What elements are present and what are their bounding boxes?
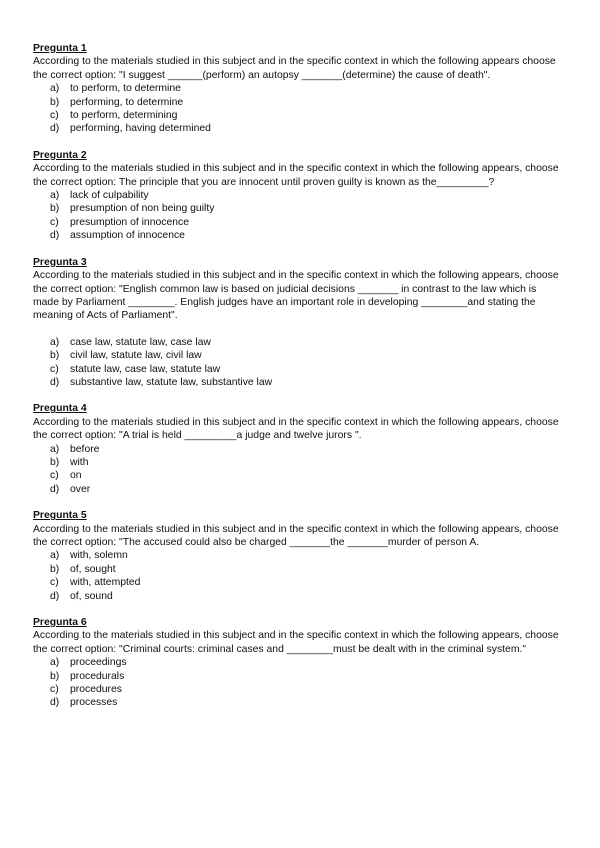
option-letter: d) — [50, 230, 60, 242]
option-letter: b) — [50, 670, 60, 682]
option-d — [33, 696, 563, 709]
question-title: Pregunta 2 — [33, 149, 87, 161]
option-letter: c) — [50, 110, 59, 122]
option-text: with, attempted — [70, 577, 141, 589]
option-text: substantive law, statute law, substantive law — [70, 376, 273, 388]
option-letter: d) — [50, 697, 60, 709]
option-letter: c) — [50, 470, 59, 482]
question-text: According to the materials studied in this subject and in the specific context in which the following appears, choose the correct option: "English common law is based on judicial decisions _______ in contrast to the law which is made by Parliament ________. English judges have an important role in developing ________and stating the meaning of Acts of Parliament". — [33, 270, 559, 322]
option-text: performing, to determine — [70, 96, 184, 108]
option-letter: a) — [50, 550, 60, 562]
option-letter: a) — [50, 336, 60, 348]
option-text: assumption of innocence — [70, 230, 185, 242]
options-list — [33, 82, 563, 136]
question-title: Pregunta 5 — [33, 510, 87, 522]
option-text: performing, having determined — [70, 123, 211, 135]
option-letter: a) — [50, 657, 60, 669]
option-text: with, solemn — [70, 550, 128, 562]
option-text: to perform, determining — [70, 110, 178, 122]
option-text: processes — [70, 697, 118, 709]
question-title: Pregunta 3 — [33, 256, 87, 268]
option-d — [33, 376, 563, 389]
option-letter: c) — [50, 684, 59, 696]
option-text: with — [70, 456, 89, 468]
option-letter: b) — [50, 96, 60, 108]
option-a — [33, 189, 563, 202]
options-list — [33, 443, 563, 497]
option-letter: c) — [50, 577, 59, 589]
question-text: According to the materials studied in this subject and in the specific context in which the following appears, choose the correct option: The principle that you are innocent until proven guilty is known as the_________? — [33, 163, 559, 188]
question-1 — [33, 42, 563, 136]
question-3 — [33, 256, 563, 390]
option-text: of, sought — [70, 563, 116, 575]
options-list — [33, 189, 563, 243]
question-title: Pregunta 1 — [33, 43, 87, 54]
option-c — [33, 109, 563, 122]
option-text: procedures — [70, 684, 122, 696]
option-c — [33, 363, 563, 376]
option-a — [33, 656, 563, 669]
option-letter: b) — [50, 203, 60, 215]
question-title: Pregunta 6 — [33, 617, 87, 629]
option-letter: d) — [50, 590, 60, 602]
option-letter: b) — [50, 350, 60, 362]
options-list — [33, 336, 563, 390]
option-text: proceedings — [70, 657, 127, 669]
option-text: presumption of innocence — [70, 216, 189, 228]
option-c — [33, 576, 563, 589]
question-2 — [33, 149, 563, 243]
spacer — [33, 323, 563, 336]
option-text: on — [70, 470, 82, 482]
option-text: lack of culpability — [70, 190, 149, 202]
option-text: to perform, to determine — [70, 83, 181, 95]
option-letter: b) — [50, 456, 60, 468]
option-text: civil law, statute law, civil law — [70, 350, 202, 362]
option-b — [33, 456, 563, 469]
option-text: before — [70, 443, 100, 455]
option-letter: d) — [50, 123, 60, 135]
option-b — [33, 563, 563, 576]
question-5 — [33, 509, 563, 603]
option-text: of, sound — [70, 590, 113, 602]
option-text: over — [70, 483, 91, 495]
question-4 — [33, 402, 563, 496]
option-letter: a) — [50, 190, 60, 202]
option-letter: a) — [50, 443, 60, 455]
option-text: case law, statute law, case law — [70, 336, 211, 348]
question-text: According to the materials studied in this subject and in the specific context in which the following appears, choose the correct option: "The accused could also be charged _______the _______murder of person A. — [33, 523, 559, 548]
option-b — [33, 202, 563, 215]
option-text: presumption of non being guilty — [70, 203, 215, 215]
option-letter: d) — [50, 376, 60, 388]
exam-page — [33, 42, 563, 723]
option-c — [33, 683, 563, 696]
option-text: statute law, case law, statute law — [70, 363, 221, 375]
question-text: According to the materials studied in this subject and in the specific context in which the following appears, choose the correct option: "Criminal courts: criminal cases and ________must be dealt with in the criminal system." — [33, 630, 559, 655]
option-a — [33, 443, 563, 456]
question-6 — [33, 616, 563, 710]
question-title: Pregunta 4 — [33, 403, 87, 415]
option-letter: b) — [50, 563, 60, 575]
option-letter: c) — [50, 363, 59, 375]
option-a — [33, 336, 563, 349]
option-b — [33, 96, 563, 109]
option-letter: a) — [50, 83, 60, 95]
question-text: According to the materials studied in this subject and in the specific context in which the following appears choose the correct option: "I suggest ______(perform) an autopsy _______(determine) the cause of death". — [33, 56, 556, 81]
option-d — [33, 122, 563, 135]
option-a — [33, 549, 563, 562]
option-c — [33, 216, 563, 229]
option-c — [33, 469, 563, 482]
option-d — [33, 229, 563, 242]
question-text: According to the materials studied in this subject and in the specific context in which the following appears, choose the correct option: "A trial is held _________a judge and twelve jurors ". — [33, 416, 559, 442]
option-b — [33, 670, 563, 683]
options-list — [33, 656, 563, 710]
option-b — [33, 349, 563, 362]
option-d — [33, 590, 563, 603]
option-a — [33, 82, 563, 95]
option-letter: d) — [50, 483, 60, 495]
option-text: procedurals — [70, 670, 125, 682]
option-letter: c) — [50, 216, 59, 228]
options-list — [33, 549, 563, 603]
option-d — [33, 483, 563, 496]
